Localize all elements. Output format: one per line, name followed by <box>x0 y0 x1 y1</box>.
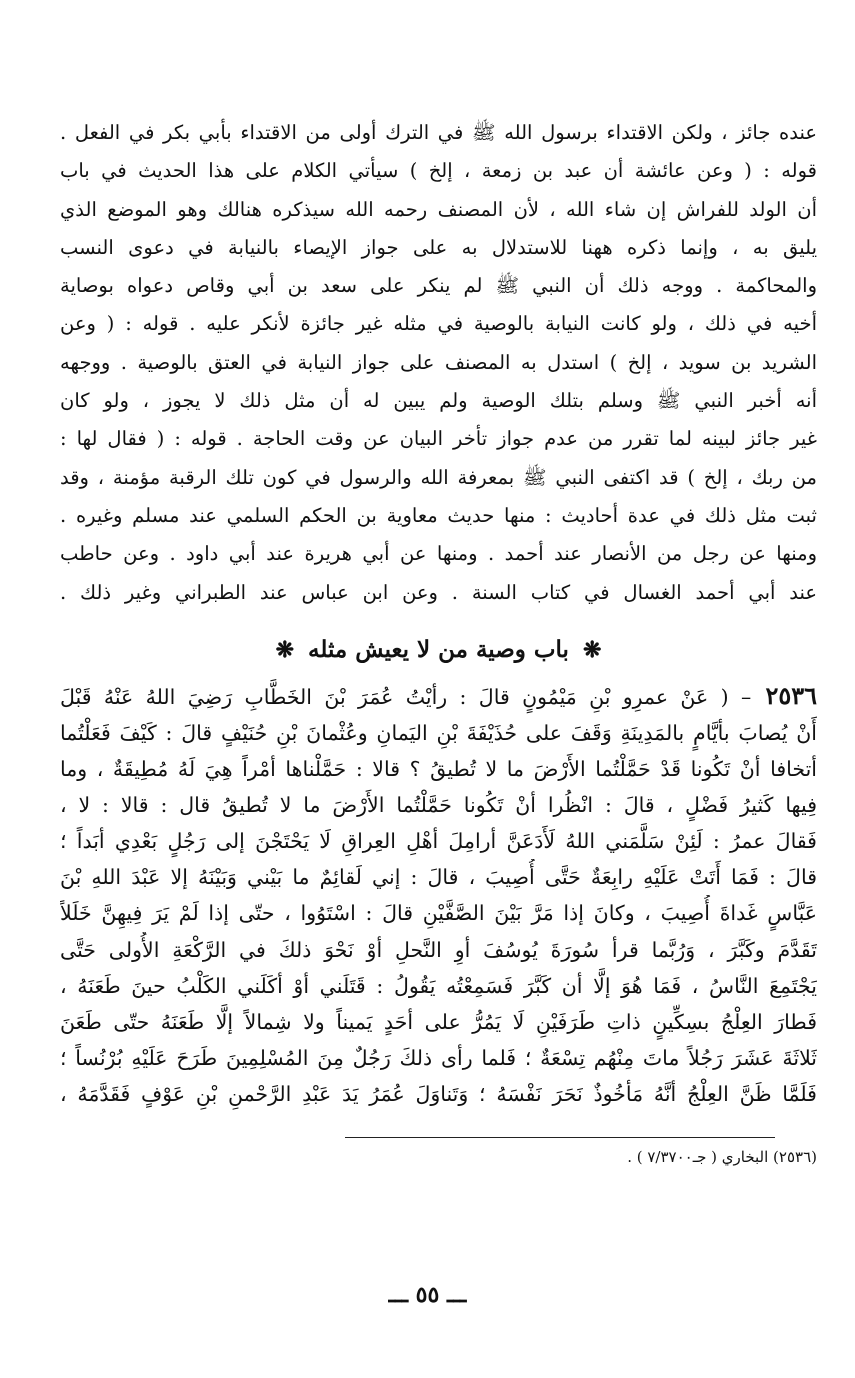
hadith-line: عَبَّاسٍ غَداةَ أُصِيبَ ، وكانَ إذا مَرَّ بَيْنَ الصَّفَّيْنِ قالَ : اسْتَوُوا ، حتّى إذا لَمْ يَرَ فِيهِنَّ خَلَلاً <box>60 901 817 926</box>
page-number: ـــ ٥٥ ـــ <box>388 1282 467 1308</box>
commentary-line: ثبت مثل ذلك في عدة أحاديث : منها حديث معاوية بن الحكم السلمي عند مسلم وغيره . <box>60 503 817 527</box>
hadith-line: فَقالَ عمرُ : لَئِنْ سَلَّمَني اللهُ لَأَدَعَنَّ أرامِلَ أهْلِ العِراقِ لَا يَحْتَجْنَ إلى رَجُلٍ بَعْدِي أبَداً ؛ <box>60 829 817 854</box>
hadith-line: أتخافا أنْ تَكُونا قَدْ حَمَّلْتُما الأَرْضَ ما لا تُطيقُ ؟ قالا : حَمَّلْناها أمْراً هِيَ لَهُ مُطِيقَةٌ ، وما <box>60 757 817 782</box>
hadith-line: يَجْتَمِعَ النَّاسُ ، فَمَا هُوَ إلَّا أن كَبَّرَ فَسَمِعْتُه يَقُولُ : قَتَلَني أوْ أكَلَني الكَلْبُ حينَ طَعَنَهُ ، <box>60 973 817 998</box>
ornament-star-icon: ❋ <box>582 636 602 663</box>
commentary-line: أن الولد للفراش إن شاء الله ، لأن المصنف رحمه الله سيذكره هنالك وهو الموضع الذي <box>60 197 817 221</box>
ornament-star-icon: ❋ <box>275 636 295 663</box>
footnote: (٢٥٣٦) البخاري ( جـ٧/٣٧٠٠ ) . <box>627 1148 817 1166</box>
commentary-line: يليق به ، وإنما ذكره ههنا للاستدلال به على جواز الإيصاء بالنيابة في دعوى النسب <box>60 235 817 259</box>
hadith-line-text: – ( عَنْ عمرِو بْنِ مَيْمُونٍ قالَ : رأيْتُ عُمَرَ بْنَ الخَطَّابِ رَضِيَ اللهُ عَنْهُ قَبْلَ <box>60 684 752 709</box>
hadith-line: ثَلاثَةَ عَشَرَ رَجُلاً ماتَ مِنْهُم تِسْعَةٌ ؛ فَلما رأى ذلكَ رَجُلٌ مِنَ المُسْلِمِينَ طَرَحَ عَلَيْهِ بُرْنُساً ؛ <box>60 1045 817 1070</box>
hadith-line: فَلَمَّا ظَنَّ العِلْجُ أنَّهُ مَأخُوذٌ نَحَرَ نَفْسَهُ ؛ وَتَناوَلَ عُمَرُ يَدَ عَبْدِ الرَّحْمنِ بْنِ عَوْفٍ فَقَدَّمَهُ ، <box>60 1081 817 1106</box>
commentary-line: ومنها عن رجل من الأنصار عند أحمد . ومنها عن أبي هريرة عند أبي داود . وعن حاطب <box>60 542 817 566</box>
commentary-line: الشريد بن سويد ، إلخ ) استدل به المصنف على جواز النيابة في العتق بالوصية . ووجهه <box>60 350 817 374</box>
chapter-heading <box>60 632 817 668</box>
hadith-line: فِيها كَثيرُ فَضْلٍ ، قالَ : انْظُرا أنْ تَكُونا حَمَّلْتُما الأَرْضَ ما لا تُطيقُ قال : قالا : لا ، <box>60 793 817 818</box>
hadith-text <box>60 678 817 1112</box>
commentary-text <box>60 114 817 612</box>
commentary-line: عند أبي أحمد الغسال في كتاب السنة . وعن ابن عباس عند الطبراني وغير ذلك . <box>60 580 817 604</box>
commentary-line: عنده جائز ، ولكن الاقتداء برسول الله ﷺ في الترك أولى من الاقتداء بأبي بكر في الفعل . <box>60 121 817 144</box>
commentary-line: أنه أخبر النبي ﷺ وسلم بتلك الوصية ولم يبين له أن مثل ذلك لا يجوز ، ولو كان <box>60 389 817 413</box>
commentary-line: والمحاكمة . ووجه ذلك أن النبي ﷺ لم ينكر على سعد بن أبي وقاص دعواه بوصاية <box>60 274 817 298</box>
hadith-line: أَنْ يُصابَ بأيَّامٍ بالمَدِينَةِ وَقَفَ على حُذَيْفَةَ بْنِ اليَمانِ وعُثْمانَ بْنِ حُنَيْفٍ قالَ : كَيْفَ فَعَلْتُما <box>60 720 817 745</box>
hadith-line: تَقَدَّمَ وكَبَّرَ ، وَرُبَّما قرأ سُورَةَ يُوسُفَ أوِ النَّحلِ أوْ نَحْوَ ذلكَ في الرَّكْعَةِ الأُولى حَتَّى <box>60 937 817 962</box>
hadith-line: قالَ : فَمَا أَتَتْ عَلَيْهِ رابِعَةٌ حَتَّى أُصِيبَ ، قالَ : إني لَقائِمٌ ما بَيْني وَبَيْنَهُ إلا عَبْدَ اللهِ بْنَ <box>60 865 817 890</box>
page-body <box>60 108 817 1378</box>
hadith-number: ٢٥٣٦ <box>751 680 817 710</box>
commentary-line: قوله : ( وعن عائشة أن عبد بن زمعة ، إلخ ) سيأتي الكلام على هذا الحديث في باب <box>60 159 817 183</box>
commentary-line: من ربك ، إلخ ) قد اكتفى النبي ﷺ بمعرفة الله والرسول في كون تلك الرقبة مؤمنة ، وقد <box>60 465 817 489</box>
chapter-title: باب وصية من لا يعيش مثله <box>308 635 569 663</box>
commentary-line: أخيه في ذلك ، ولو كانت النيابة بالوصية في مثله غير جائزة لأنكر عليه . قوله : ( وعن <box>60 312 817 336</box>
hadith-line: فَطارَ العِلْجُ بسِكِّينٍ ذاتِ طَرَفَيْنِ لَا يَمُرُّ على أحَدٍ يَميناً ولا شِمالاً إلَّا طَعَنَهُ حتّى طَعَنَ <box>60 1009 817 1034</box>
hadith-line <box>60 678 817 715</box>
commentary-line: غير جائز لبينه لما تقرر من عدم جواز تأخر البيان عن وقت الحاجة . قوله : ( فقال لها : <box>60 427 817 451</box>
footnote-divider <box>345 1137 775 1138</box>
